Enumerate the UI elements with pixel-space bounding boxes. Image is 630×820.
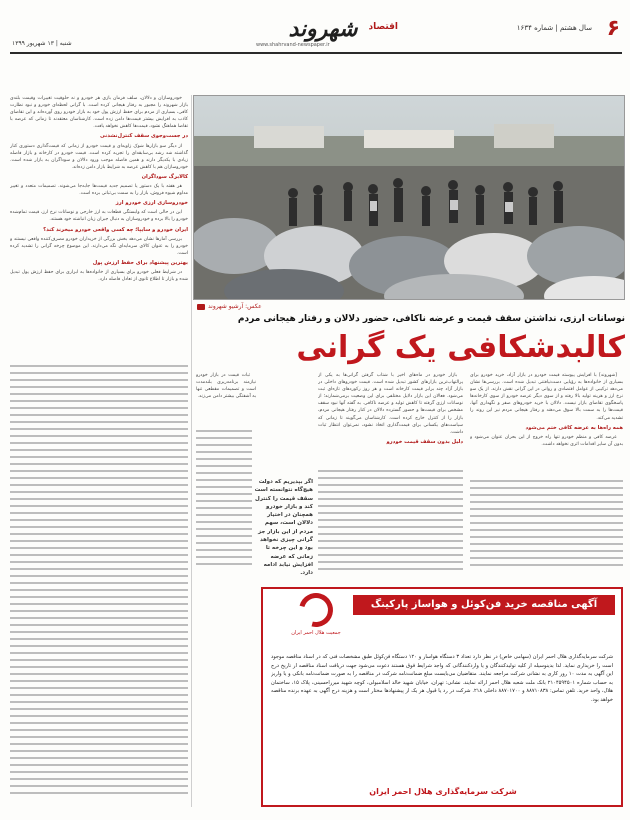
issue-info: سال هشتم | شماره ۱۶۳۴ bbox=[516, 24, 592, 32]
red-crescent-logo bbox=[281, 593, 351, 649]
mid-column-filler bbox=[318, 470, 463, 582]
tender-advertisement bbox=[261, 587, 623, 807]
ad-org-name: جمعیت هلال احمر ایران bbox=[291, 630, 341, 636]
photo-credit-text: عکس: آرشیو شهروند bbox=[208, 303, 262, 310]
newspaper-logo bbox=[248, 16, 398, 50]
logo-main: شهروند bbox=[288, 16, 358, 42]
photo-caption-row bbox=[193, 301, 625, 315]
camera-icon bbox=[197, 304, 205, 310]
mid-left-filler bbox=[196, 430, 252, 580]
photo-credit bbox=[197, 303, 262, 310]
subheading: در جست‌وجوی سقف کنترل‌نشدنی bbox=[100, 133, 188, 140]
paragraph: عرضه کافی و منظم خودرو تنها راه خروج از این بحران عنوان می‌شود و بدون آن سایر اقدامات اثری نخواهد داشت. bbox=[470, 434, 623, 447]
article-headline: کالبدشکافی یک گرانی bbox=[296, 330, 625, 365]
paragraph: بررسی آمارها نشان می‌دهد بخش بزرگی از خریداران خودرو مصرف‌کننده واقعی نیستند و خودرو را به عنوان کالای سرمایه‌ای نگه می‌دارند. این موضوع چرخه گرانی را تشدید کرده است. bbox=[10, 236, 188, 256]
issue-date: شنبه | ۱۳ شهریور ۱۳۹۹ bbox=[12, 40, 72, 47]
subheading: دلیل بدون سقف قیمت خودرو bbox=[386, 438, 463, 445]
paragraph: در شرایط فعلی خودرو برای بسیاری از خانواده‌ها به ابزاری برای حفظ ارزش پول تبدیل شده و بازار تا اطلاع ثانوی از تعادل فاصله دارد. bbox=[10, 269, 188, 283]
page-header bbox=[10, 14, 622, 54]
logo-url: www.shahrvand-newspaper.ir bbox=[256, 42, 330, 48]
paragraph: بازار خودرو در ماه‌های اخیر با شتاب گرفتن گرانی‌ها به یکی از پرالتهاب‌ترین بازارهای کشور تبدیل شده است. قیمت خودروهای داخلی در بازار آزاد چند برابر قیمت کارخانه است و هر روز رکوردهای تازه‌ای ثبت می‌شود. فعالان این بازار دلایل مختلفی برای این وضعیت برمی‌شمارند؛ از نوسانات ارزی گرفته تا کاهش تولید و عرضه ناکافی. به گفته آنها نبود سقف مشخص برای قیمت‌ها و حضور گسترده دلالان در کنار رفتار هیجانی مردم، بازار را از کنترل خارج کرده است. کارشناسان می‌گویند تا زمانی که سیاست‌های یکسانی برای قیمت‌گذاری اتخاذ نشود، نمی‌توان انتظار ثبات داشت. bbox=[318, 373, 463, 435]
subheading: ایران خودرو و سایپا؛ چه کسی واقعی خودرو میخرند کند؟ bbox=[43, 226, 188, 233]
subheading: بهترین پیشنهاد برای حفظ ارزش پول bbox=[92, 259, 188, 266]
column-divider bbox=[191, 95, 192, 807]
ad-body: شرکت سرمایه‌گذاری هلال احمر ایران (سهامی خاص) در نظر دارد تعداد ۳ دستگاه هواساز و ۱۲۰ دستگاه فن‌کوئل طبق مشخصات فنی که در اسناد مناقصه موجود است را خریداری نماید. لذا بدینوسیله از کلیه تولیدکنندگان و یا واردکنندگانی که واجد شرایط فوق هستند دعوت می‌شود جهت دریافت اسناد مناقصه از تاریخ درج این آگهی به مدت ۱۰ روز کاری به نشانی شرکت مراجعه نمایند. متقاضیان می‌بایست مبلغ ضمانت‌نامه شرکت در مناقصه را به صورت ضمانت‌نامه بانکی و یا واریز به حساب شماره ۲۱۰۴۵۹۴۵۰۱ بانک ملت شعبه هلال احمر ارائه نمایند. نشانی: تهران، خیابان شهید خالد اسلامبولی، کوچه شهید میرزاحسینی، پلاک ۱۵، ساختمان هلال، واحد خرید. تلفن تماس: ۸۸۷۱۰۸۳۸ و ۸۸۷۰۱۷۰۰ داخلی ۲۱۸. شرکت در رد یا قبول هر یک از پیشنهادها مختار است و هزینه درج آگهی به عهده برنده مناقصه خواهد بود. bbox=[271, 654, 613, 703]
paragraph: از دیگر سو بازارها شوک زاویه‌ای و قیمت خودرو از زمانی که قیمت‌گذاری دستوری کنار گذاشته شد رشد بی‌سابقه‌ای را تجربه کرده است. قیمت خودرو در کارخانه و بازار فاصله زیادی با یکدیگر دارند و همین فاصله موجب ورود دلالان و سوداگران به بازار شده است. خودروسازان هم با کاهش عرضه به شرایط بازار دامن زده‌اند. bbox=[10, 143, 188, 170]
car-market-photo-illustration bbox=[194, 96, 625, 300]
pull-quote: اگر بپذیریم که دولت هیچ‌گاه نتوانسته است سقف قیمت را کنترل کند و بازار خودرو همچنان در اختیار دلالان است، سهم مردم از این بازار جز گرانی چیزی نخواهد بود و این چرخه تا زمانی که عرضه افزایش نیابد ادامه دارد. bbox=[254, 479, 313, 577]
paragraph: خودروسازان و دلالان، سلف فرمان بازی هر خودرو و نه حلوقیت تغییرات وقیمت بلندی بازار شهروند را مجبور به رفتار هیجانی کرده است. با گرانی لحظه‌ای خودرو و نبود نظارت کافی، بسیاری از مردم برای حفظ ارزش پول خود به بازار خودرو روی آورده‌اند و این تقاضای کاذب به افزایش بیشتر قیمت‌ها دامن زده است. کارشناسان معتقدند تا زمانی که عرضه با تقاضا هماهنگ نشود، قیمت‌ها کاهش نخواهد یافت. bbox=[10, 96, 188, 130]
lead-paragraph: [شهروند] با افزایش پیوسته قیمت خودرو در بازار آزاد، خرید خودرو برای بسیاری از خانواده‌ها به رؤیایی دست‌نیافتنی تبدیل شده است. بررسی‌ها نشان می‌دهد ترکیبی از عوامل اقتصادی و روانی در این گرانی نقش دارند. از یک سو نرخ ارز و هزینه تولید بالا رفته و از سوی دیگر عرضه خودرو از سوی کارخانه‌ها پاسخگوی تقاضای بازار نیست. دلالان با خرید خودروهای صفر و نگهداری آنها، قیمت‌ها را به سمت بالا سوق می‌دهند و رفتار هیجانی مردم نیز این روند را تشدید می‌کند. bbox=[470, 373, 623, 421]
article-subhead: نوسانات ارزی، نداشتن سقف قیمت و عرضه ناکافی، حضور دلالان و رفتار هیجانی مردم bbox=[237, 314, 625, 324]
ad-title: آگهی مناقصه خرید فن‌کوئل و هواساز پارکینگ bbox=[353, 595, 615, 615]
car-market-photo bbox=[193, 95, 625, 300]
subheading: خودروسازی ارزی خودرو ارز bbox=[115, 200, 188, 207]
right-column-filler bbox=[470, 480, 623, 582]
left-column-filler bbox=[10, 365, 188, 805]
subheading: همه راه‌ها به عرضه کافی ختم می‌شود bbox=[525, 424, 623, 431]
page-number: ۶ bbox=[606, 16, 620, 41]
ad-footer: شرکت سرمایه‌گذاری هلال احمر ایران bbox=[369, 787, 517, 796]
logo-section: اقتصاد bbox=[368, 22, 398, 32]
subheading: کالابرگ سوداگران bbox=[141, 173, 188, 180]
paragraph: ثبات قیمت در بازار خودرو نیازمند برنامه‌ریزی بلندمدت است و تصمیمات مقطعی تنها به آشفتگی بیشتر دامن می‌زند. bbox=[196, 373, 256, 400]
paragraph: این در حالی است که وابستگی قطعات به ارز خارجی و نوسانات نرخ ارز، قیمت تمام‌شده خودرو را بالا برده و خودروسازان به دنبال جبران زیان انباشته خود هستند. bbox=[10, 210, 188, 223]
red-crescent-icon bbox=[293, 587, 339, 633]
paragraph: هر هفته با یک دستور یا تصمیم جدید قیمت‌ها جابه‌جا می‌شوند. تصمیمات متعدد و تغییر مداوم شیوه فروش، بازار را به سمت بی‌ثباتی برده است. bbox=[10, 184, 188, 197]
